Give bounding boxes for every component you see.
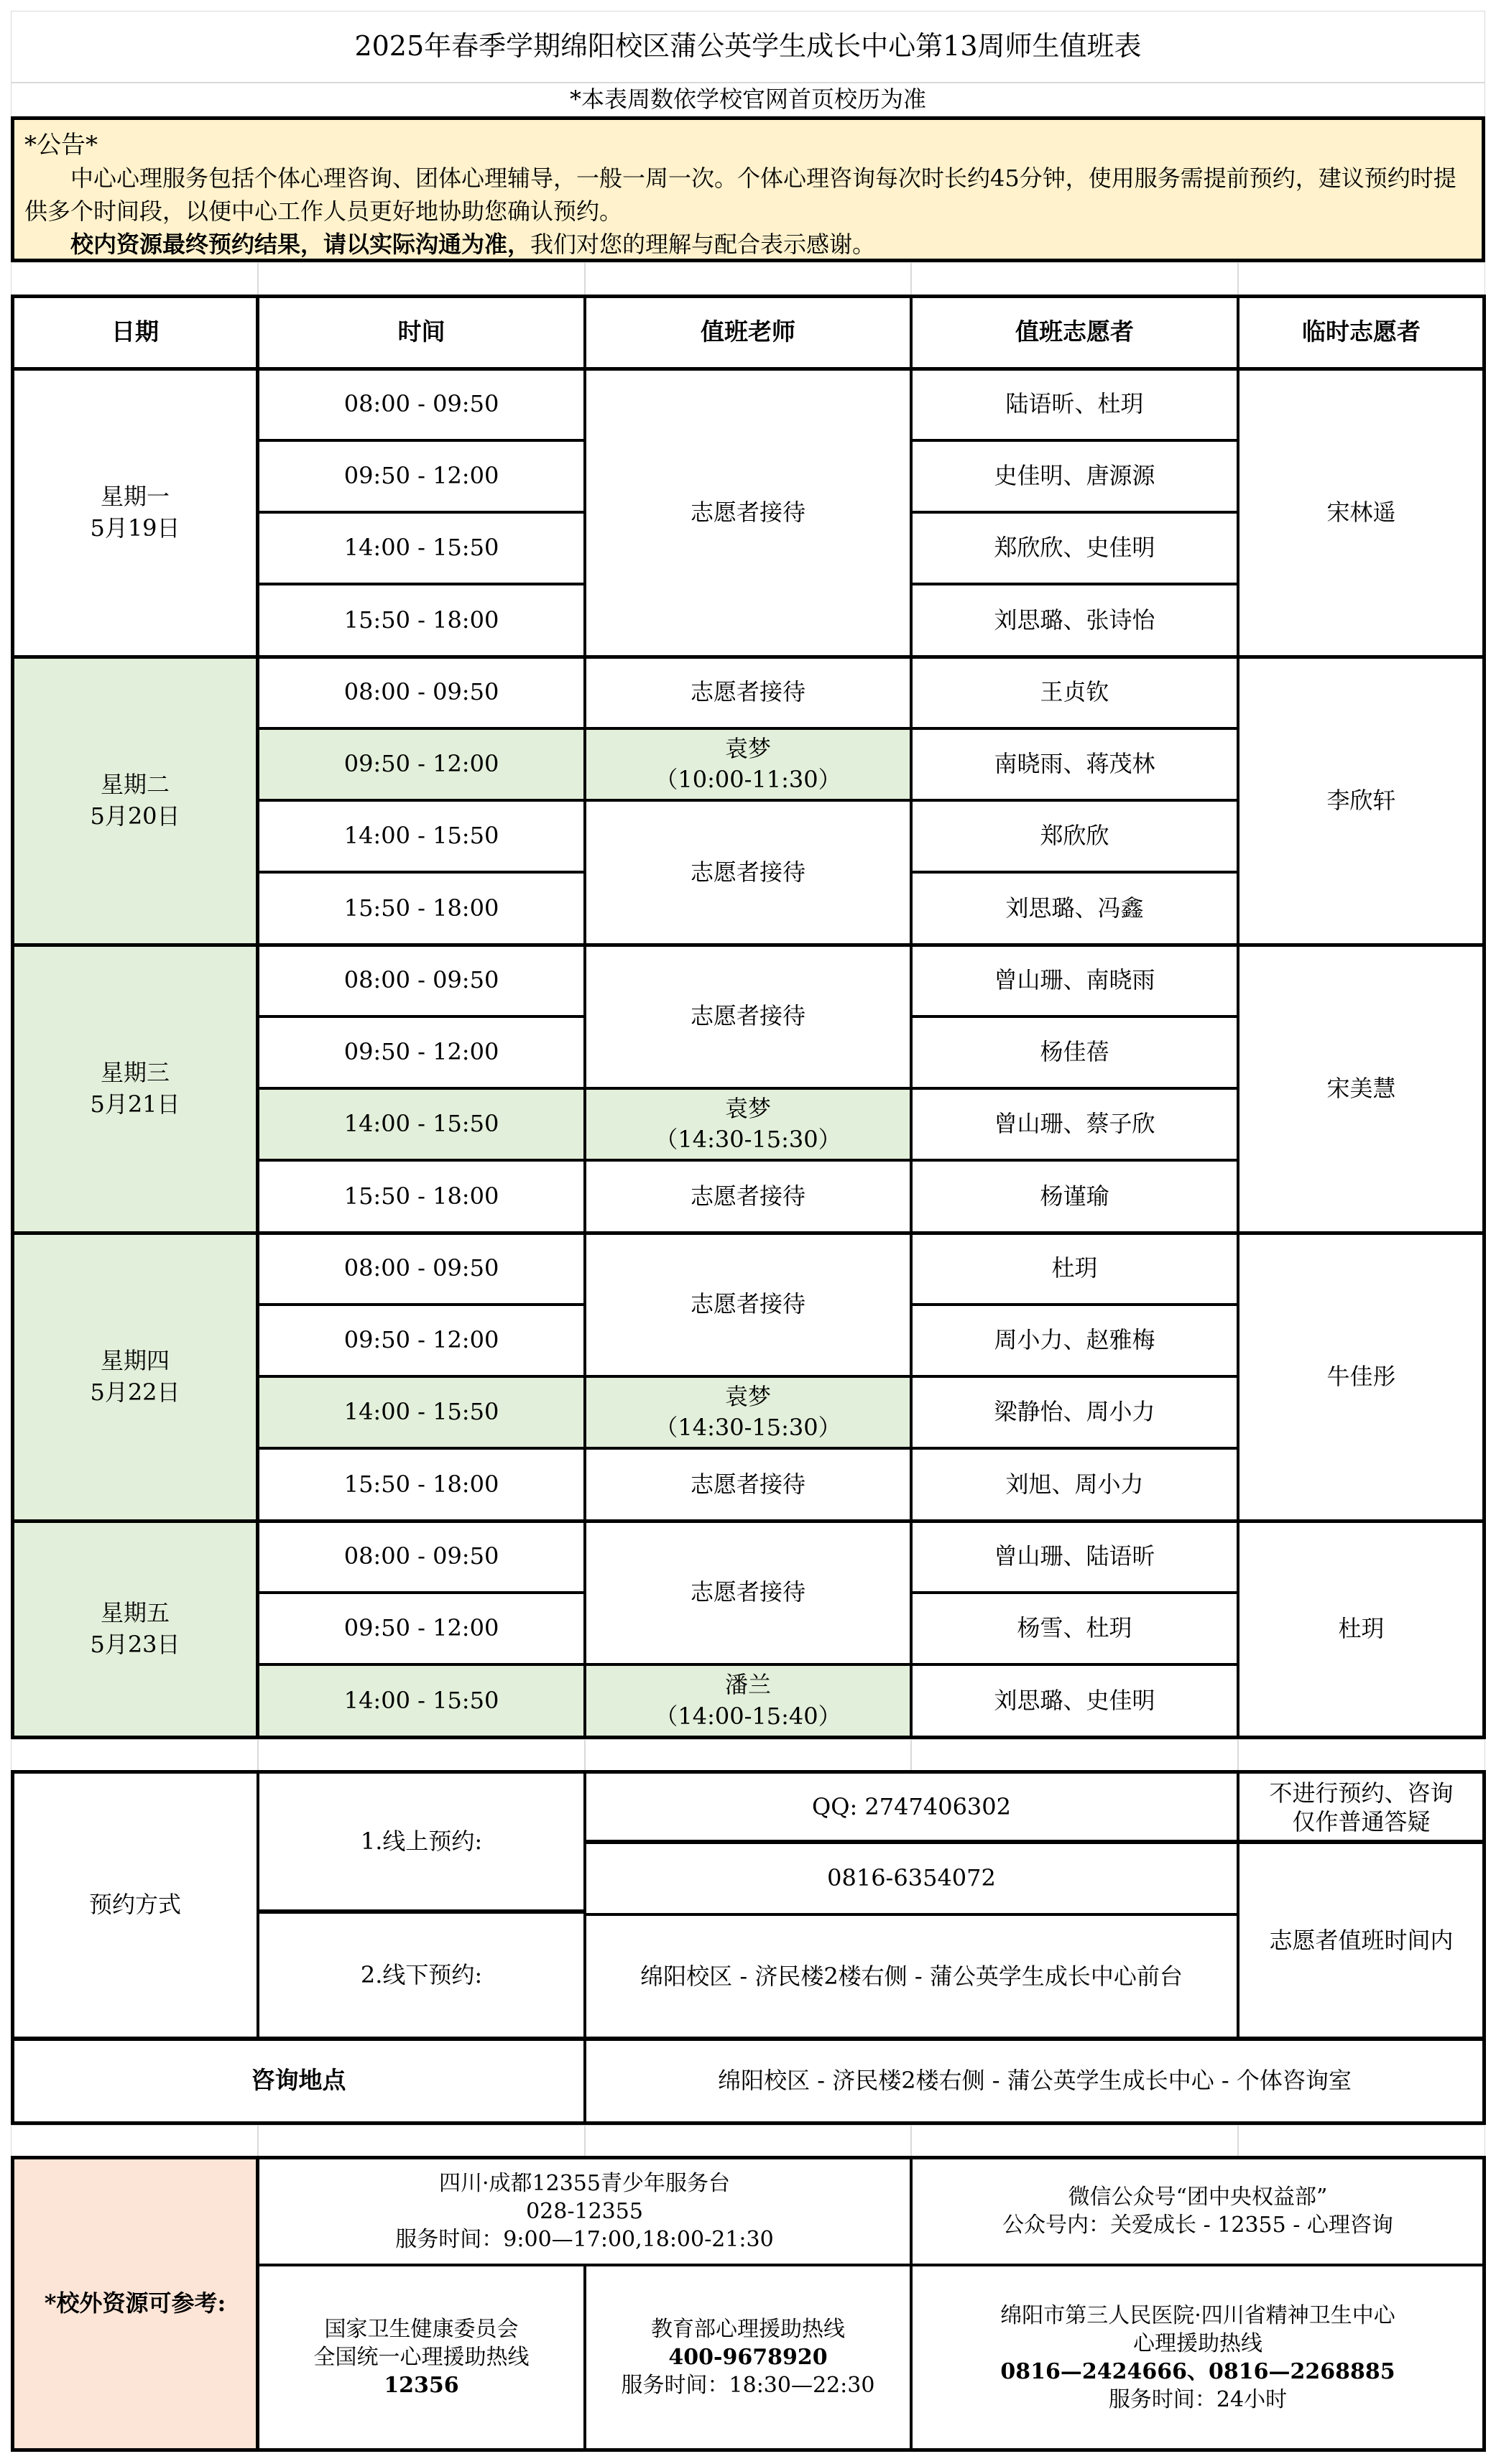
resource-phone: 12356: [384, 2373, 459, 2398]
teacher-hours: （14:00-15:40）: [655, 1702, 841, 1730]
time-slot: 09:50 - 12:00: [258, 440, 585, 512]
resource-card: [258, 2157, 911, 2265]
volunteer-cell: 曾山珊、蔡子欣: [911, 1088, 1238, 1160]
volunteer-cell: 郑欣欣、史佳明: [911, 512, 1238, 584]
offline-booking-label: 2.线下预约:: [258, 1912, 585, 2039]
gap-cell: [11, 1739, 258, 1771]
time-slot: 08:00 - 09:50: [258, 945, 585, 1016]
column-header-volunteer: 值班志愿者: [911, 296, 1238, 369]
date-label: 5月20日: [90, 802, 180, 830]
gap-cell: [585, 1739, 911, 1771]
qq-note: [1238, 1771, 1485, 1843]
resource-card: [585, 2265, 911, 2450]
gap-cell: [1238, 2125, 1485, 2157]
phone-contact[interactable]: 0816-6354072: [585, 1843, 1238, 1914]
teacher-hours: （14:30-15:30）: [655, 1126, 841, 1153]
day-cell-monday: [12, 369, 258, 657]
volunteer-cell: 刘思璐、张诗怡: [911, 584, 1238, 657]
time-slot: 08:00 - 09:50: [258, 369, 585, 440]
day-cell-thursday: [12, 1233, 258, 1521]
teacher-name: 袁梦: [724, 1094, 771, 1122]
volunteer-cell: 杜玥: [911, 1233, 1238, 1305]
resource-name: 全国统一心理援助热线: [313, 2345, 530, 2370]
notice-bold-text: 校内资源最终预约结果，请以实际沟通为准，: [70, 231, 531, 258]
resource-hours: 服务时间：18:30—22:30: [621, 2373, 875, 2398]
gap-cell: [911, 2125, 1238, 2157]
gap-cell: [258, 262, 585, 296]
time-slot: 14:00 - 15:50: [258, 1376, 585, 1448]
time-slot: 09:50 - 12:00: [258, 1016, 585, 1088]
resource-name: 国家卫生健康委员会: [324, 2317, 519, 2342]
resource-card: [258, 2265, 585, 2450]
time-slot: 15:50 - 18:00: [258, 1160, 585, 1233]
volunteer-cell: 王贞钦: [911, 657, 1238, 728]
qq-note-line: 仅作普通答疑: [1292, 1807, 1431, 1835]
resource-phone: 028-12355: [526, 2198, 643, 2224]
volunteer-cell: 曾山珊、南晓雨: [911, 945, 1238, 1016]
teacher-cell: 志愿者接待: [585, 657, 911, 728]
volunteer-cell: 梁静怡、周小力: [911, 1376, 1238, 1448]
resource-name: 绵阳市第三人民医院·四川省精神卫生中心: [1000, 2302, 1395, 2328]
page-subtitle: *本表周数依学校官网首页校历为准: [11, 83, 1485, 116]
volunteer-cell: 史佳明、唐源源: [911, 440, 1238, 512]
weekday-label: 星期四: [100, 1347, 170, 1375]
weekday-label: 星期三: [100, 1059, 170, 1087]
time-slot: 09:50 - 12:00: [258, 1593, 585, 1664]
gap-cell: [911, 262, 1238, 296]
volunteer-cell: 郑欣欣: [911, 800, 1238, 872]
time-slot: 15:50 - 18:00: [258, 584, 585, 657]
day-cell-tuesday: [12, 657, 258, 945]
teacher-cell: [585, 1088, 911, 1160]
teacher-cell: 志愿者接待: [585, 1160, 911, 1233]
column-header-time: 时间: [258, 296, 585, 369]
date-label: 5月22日: [90, 1378, 180, 1406]
time-slot: 08:00 - 09:50: [258, 1521, 585, 1593]
time-slot: 14:00 - 15:50: [258, 800, 585, 872]
phone-note: 志愿者值班时间内: [1238, 1843, 1485, 2039]
gap-cell: [585, 262, 911, 296]
notice-heading: *公告*: [24, 131, 98, 159]
volunteer-cell: 曾山珊、陆语昕: [911, 1521, 1238, 1593]
resource-name: 教育部心理援助热线: [651, 2317, 845, 2342]
gap-cell: [11, 262, 258, 296]
gap-cell: [1238, 1739, 1485, 1771]
volunteer-cell: 陆语昕、杜玥: [911, 369, 1238, 440]
teacher-cell: [585, 728, 911, 800]
weekday-label: 星期二: [100, 771, 170, 799]
resource-card: [911, 2265, 1485, 2450]
consult-location-label: 咨询地点: [12, 2039, 585, 2123]
volunteer-cell: 南晓雨、蒋茂林: [911, 728, 1238, 800]
gap-cell: [258, 1739, 585, 1771]
notice-rest-text: 我们对您的理解与配合表示感谢。: [530, 231, 876, 258]
booking-divider: [258, 1909, 585, 1913]
teacher-hours: （14:30-15:30）: [655, 1414, 841, 1441]
day-cell-friday: [12, 1521, 258, 1737]
teacher-cell: 志愿者接待: [585, 1233, 911, 1376]
temp-volunteer-cell: 李欣轩: [1238, 657, 1485, 945]
qq-note-line: 不进行预约、咨询: [1269, 1779, 1454, 1807]
temp-volunteer-cell: 宋林遥: [1238, 369, 1485, 657]
volunteer-cell: 刘旭、周小力: [911, 1448, 1238, 1521]
time-slot: 14:00 - 15:50: [258, 512, 585, 584]
teacher-name: 袁梦: [724, 1382, 771, 1410]
resource-path: 公众号内：关爱成长 - 12355 - 心理咨询: [1002, 2213, 1393, 2238]
resource-name: 心理援助热线: [1133, 2330, 1262, 2356]
column-header-teacher: 值班老师: [585, 296, 911, 369]
notice-paragraph-1: 中心心理服务包括个体心理咨询、团体心理辅导，一般一周一次。个体心理咨询每次时长约45分钟，使用服务需提前预约，建议预约时提供多个时间段，以便中心工作人员更好地协助您确认预约。: [24, 165, 1456, 225]
time-slot: 15:50 - 18:00: [258, 1448, 585, 1521]
column-header-date: 日期: [12, 296, 258, 369]
temp-volunteer-cell: 牛佳彤: [1238, 1233, 1485, 1521]
volunteer-cell: 杨佳蓓: [911, 1016, 1238, 1088]
temp-volunteer-cell: 杜玥: [1238, 1521, 1485, 1737]
volunteer-cell: 刘思璐、史佳明: [911, 1664, 1238, 1737]
teacher-cell: 志愿者接待: [585, 1448, 911, 1521]
gap-cell: [911, 1739, 1238, 1771]
teacher-cell: 志愿者接待: [585, 945, 911, 1088]
teacher-hours: （10:00-11:30）: [655, 766, 841, 793]
gap-cell: [258, 2125, 585, 2157]
gap-cell: [585, 2125, 911, 2157]
teacher-cell: 志愿者接待: [585, 800, 911, 945]
gap-cell: [11, 2125, 258, 2157]
page-title: 2025年春季学期绵阳校区蒲公英学生成长中心第13周师生值班表: [11, 11, 1485, 83]
volunteer-cell: 杨谨瑜: [911, 1160, 1238, 1233]
offline-location: 绵阳校区 - 济民楼2楼右侧 - 蒲公英学生成长中心前台: [585, 1914, 1238, 2039]
time-slot-label: 14:00 - 15:50: [343, 1686, 499, 1714]
gap-cell: [1238, 262, 1485, 296]
resource-name: 微信公众号“团中央权益部”: [1068, 2185, 1328, 2210]
booking-divider: [585, 1840, 1485, 1843]
teacher-cell: 志愿者接待: [585, 369, 911, 657]
weekday-label: 星期一: [100, 483, 170, 511]
column-header-temp-volunteer: 临时志愿者: [1238, 296, 1485, 369]
date-label: 5月21日: [90, 1090, 180, 1118]
resource-phone: 0816—2424666、0816—2268885: [1000, 2358, 1395, 2384]
qq-contact[interactable]: QQ: 2747406302: [585, 1771, 1238, 1843]
resource-hours: 服务时间：24小时: [1108, 2386, 1288, 2412]
time-slot: 14:00 - 15:50: [258, 1088, 585, 1160]
temp-volunteer-cell: 宋美慧: [1238, 945, 1485, 1233]
day-cell-wednesday: [12, 945, 258, 1233]
weekday-label: 星期五: [100, 1599, 170, 1627]
resource-hours: 服务时间：9:00—17:00,18:00-21:30: [395, 2226, 774, 2252]
teacher-cell: [585, 1376, 911, 1448]
time-slot: [258, 1664, 585, 1737]
teacher-cell: [585, 1664, 911, 1737]
teacher-name: 袁梦: [724, 734, 771, 762]
booking-label: 预约方式: [12, 1771, 258, 2039]
consult-location-value: 绵阳校区 - 济民楼2楼右侧 - 蒲公英学生成长中心 - 个体咨询室: [585, 2039, 1485, 2123]
date-label: 5月19日: [90, 514, 180, 542]
column-divider: [256, 295, 259, 1739]
volunteer-cell: 周小力、赵雅梅: [911, 1305, 1238, 1376]
date-label: 5月23日: [90, 1630, 180, 1658]
external-resources-label: *校外资源可参考:: [12, 2157, 258, 2450]
time-slot: 09:50 - 12:00: [258, 728, 585, 800]
notice-paragraph-2: [24, 228, 1472, 261]
time-slot: 15:50 - 18:00: [258, 872, 585, 945]
volunteer-cell: 杨雪、杜玥: [911, 1593, 1238, 1664]
time-slot: 08:00 - 09:50: [258, 657, 585, 728]
teacher-name: 潘兰: [724, 1671, 771, 1699]
column-divider: [256, 2156, 259, 2452]
time-slot: 08:00 - 09:50: [258, 1233, 585, 1305]
online-booking-label: 1.线上预约:: [258, 1771, 585, 1912]
time-slot: 09:50 - 12:00: [258, 1305, 585, 1376]
resource-phone: 400-9678920: [668, 2345, 828, 2370]
volunteer-cell: 刘思璐、冯鑫: [911, 872, 1238, 945]
notice-box: [11, 116, 1485, 262]
resource-card: [911, 2157, 1485, 2265]
resource-name: 四川·成都12355青少年服务台: [439, 2170, 730, 2196]
teacher-cell: 志愿者接待: [585, 1521, 911, 1664]
